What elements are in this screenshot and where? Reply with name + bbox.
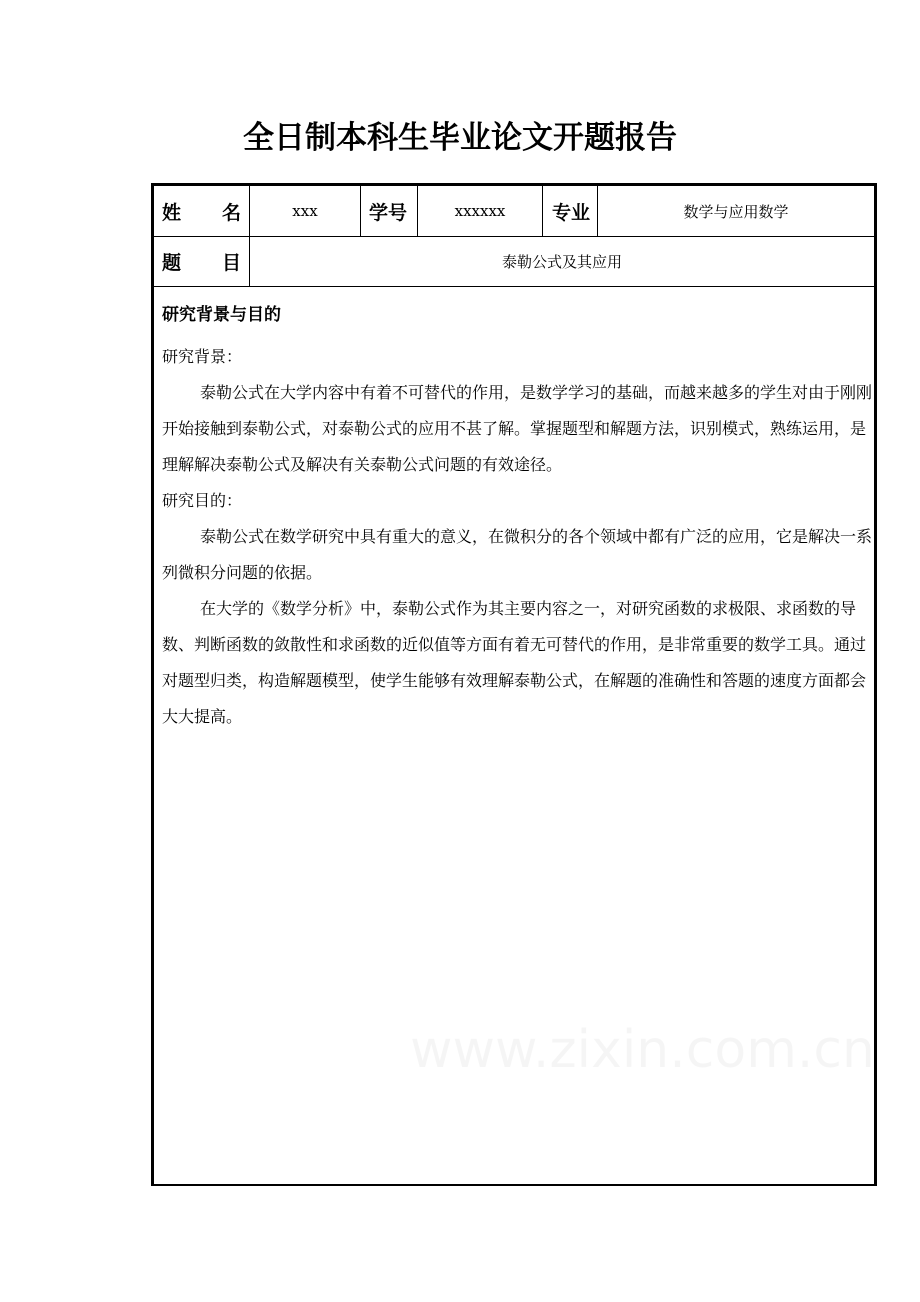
document-title: 全日制本科生毕业论文开题报告 — [243, 120, 677, 156]
row-divider — [154, 286, 874, 287]
major-label: 专业 — [552, 201, 591, 224]
topic-value: 泰勒公式及其应用 — [501, 253, 622, 271]
name-label-char: 名 — [221, 201, 241, 224]
student-id-label: 学号 — [369, 201, 408, 224]
section-heading: 研究背景与目的 — [162, 305, 281, 325]
student-id-value: xxxxxx — [454, 202, 506, 220]
watermark — [410, 1020, 875, 1080]
purpose-paragraph: 泰勒公式在数学研究中具有重大的意义，在微积分的各个领域中都有广泛的应用，它是解决一系列微积分问题的依据。 — [162, 527, 873, 582]
name-label-char: 姓 — [162, 201, 182, 224]
purpose-paragraph: 在大学的《数学分析》中，泰勒公式作为其主要内容之一，对研究函数的求极限、求函数的导数、判断函数的敛散性和求函数的近似值等方面有着无可替代的作用，是非常重要的数学工具。通过对题型归类，构造解题模型，使学生能够有效理解泰勒公式，在解题的准确性和答题的速度方面都会大大提高。 — [162, 599, 867, 726]
topic-label-char: 题 — [162, 252, 182, 274]
background-label: 研究背景： — [162, 347, 243, 366]
topic-label — [154, 237, 249, 286]
background-paragraph: 泰勒公式在大学内容中有着不可替代的作用，是数学学习的基础，而越来越多的学生对由于刚刚开始接触到泰勒公式，对泰勒公式的应用不甚了解。掌握题型和解题方法，识别模式，熟练运用，是理解解决泰勒公式及解决有关泰勒公式问题的有效途径。 — [162, 383, 873, 474]
name-label — [154, 186, 249, 236]
major-value: 数学与应用数学 — [683, 202, 789, 221]
topic-label-char: 目 — [221, 252, 241, 274]
purpose-label: 研究目的： — [162, 491, 243, 510]
name-value: xxx — [292, 202, 318, 220]
